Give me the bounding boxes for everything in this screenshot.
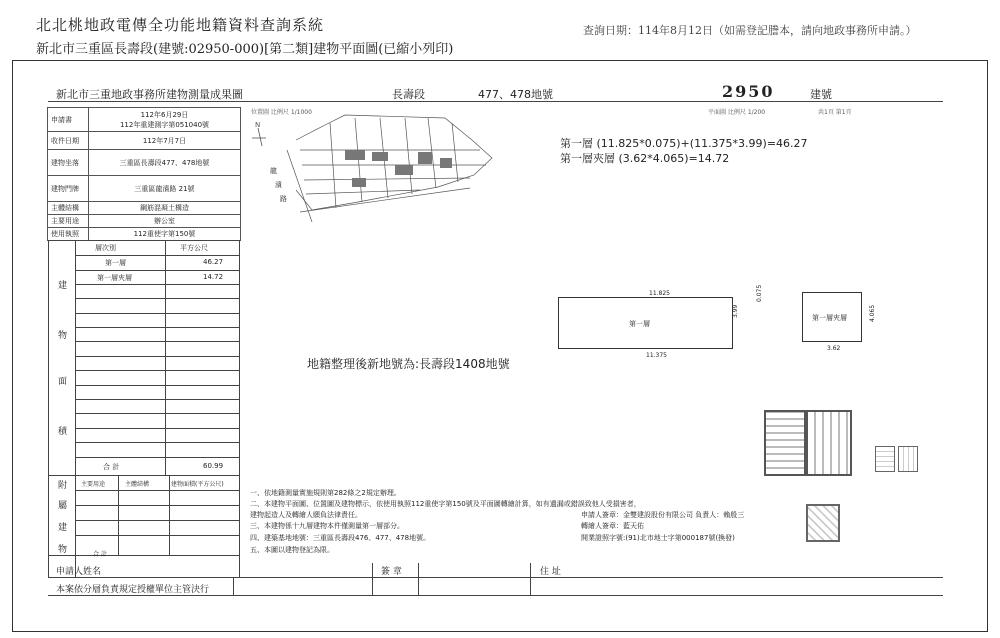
north-arrow-icon: N xyxy=(255,121,261,129)
info-value: 112重使字第150號 xyxy=(89,228,241,241)
company-seal-icon xyxy=(764,410,806,476)
road-char: 濱 xyxy=(275,181,282,189)
info-value: 辦公室 xyxy=(89,215,241,228)
area-total-label: 合 計 xyxy=(103,463,120,471)
address-label: 住 址 xyxy=(540,567,561,577)
area-floor-header: 層次別 xyxy=(95,244,116,252)
floor1-bottom-dim: 11.375 xyxy=(646,352,667,359)
floor1-side-dim2: 0.075 xyxy=(756,284,763,302)
info-value: 112年7月7日 xyxy=(89,132,241,150)
seal-label: 簽 章 xyxy=(381,567,402,577)
floor1-side-dim: 3.99 xyxy=(732,304,739,318)
area-side-char: 積 xyxy=(58,427,68,437)
area-side-char: 面 xyxy=(58,377,68,387)
page-indicator: 共1頁 第1頁 xyxy=(818,109,852,116)
info-label: 主體結構 xyxy=(48,202,89,215)
info-label: 建物坐落 xyxy=(48,150,89,176)
info-label: 收件日期 xyxy=(48,132,89,150)
floor1-top-dim: 11.825 xyxy=(649,290,670,297)
info-value: 三重區龍濱路 21號 xyxy=(89,176,241,202)
applicant-name-label: 申請人姓名 xyxy=(56,567,102,577)
annex-area-header: 建物面積(平方公尺) xyxy=(171,481,224,488)
plan-scale: 平面圖 比例尺 1/200 xyxy=(708,109,766,116)
mezzanine-label: 第一層夾層 xyxy=(812,314,847,322)
reviewer-seal-icon xyxy=(898,446,918,472)
annex-total-label: 合 計 xyxy=(93,551,107,558)
note-line: 建物起造人及轉繪人願負法律責任。 xyxy=(250,511,362,519)
query-date: 查詢日期：114年8月12日（如需登記謄本，請向地政事務所申請。） xyxy=(583,24,917,37)
reviewer-seal-icon xyxy=(875,446,895,472)
area-side-char: 物 xyxy=(58,331,68,341)
info-label: 建物門牌 xyxy=(48,176,89,202)
calc-floor1: 第一層 (11.825*0.075)+(11.375*3.99)=46.27 xyxy=(560,137,808,150)
license-number: 開業證照字號:(91)北市地士字第000187號(換發) xyxy=(581,534,735,542)
road-char: 路 xyxy=(280,195,287,203)
lot-number: 477、478地號 xyxy=(478,88,553,101)
road-char: 龍 xyxy=(270,167,277,175)
annex-side-char: 物 xyxy=(58,545,68,555)
company-seal-icon xyxy=(806,410,852,476)
area-side-char: 建 xyxy=(58,281,68,291)
info-label: 使用執照 xyxy=(48,228,89,241)
area-value-2: 14.72 xyxy=(203,273,224,281)
calc-mezzanine: 第一層夾層 (3.62*4.065)=14.72 xyxy=(560,152,730,165)
info-label: 申請書 xyxy=(48,108,89,132)
note-line: 五、本圖以建物登記為限。 xyxy=(250,546,334,554)
annex-struct-header: 主體結構 xyxy=(125,481,150,488)
annex-side-char: 附 xyxy=(58,481,68,491)
drafter-seal-icon xyxy=(806,504,840,542)
annex-use-header: 主要用途 xyxy=(81,481,106,488)
building-number-label: 建號 xyxy=(810,88,832,101)
annex-side-char: 屬 xyxy=(58,501,68,511)
applicant-signature: 申請人簽章：金雙建設股份有限公司 負責人：賴殷三 xyxy=(581,511,745,519)
info-value: 三重區長壽段477、478地號 xyxy=(89,150,241,176)
area-floor-2: 第一層夾層 xyxy=(97,274,132,282)
info-label: 主要用途 xyxy=(48,215,89,228)
note-line: 一、依地籍測量實施規則第282條之2規定辦理。 xyxy=(250,489,401,497)
office-title: 新北市三重地政事務所建物測量成果圖 xyxy=(56,88,243,101)
note-line: 二、本建物平面圖、位置圖及建物標示，依使用執照112重使字第150號及平面圖轉繪計算，如有遺漏或錯誤致他人受損害者， xyxy=(250,500,641,508)
note-line: 三、本建物係十九層建物本件僅測量第一層部分。 xyxy=(250,522,404,530)
note-line: 四、建築基地地號：三重區長壽段476、477、478地號。 xyxy=(250,534,431,542)
building-number: 2950 xyxy=(722,82,775,101)
section-name: 長壽段 xyxy=(392,88,425,101)
info-value: 112年6月29日 112年重建測字第051040號 xyxy=(89,108,241,132)
mezzanine-side-dim: 4.065 xyxy=(869,304,876,322)
system-title: 北北桃地政電傳全功能地籍資料查詢系統 xyxy=(36,16,325,34)
drafter-signature: 轉繪人簽章：藍天佑 xyxy=(581,522,644,530)
info-value: 鋼筋混凝土構造 xyxy=(89,202,241,215)
mezzanine-bottom-dim: 3.62 xyxy=(827,345,841,352)
area-floor-1: 第一層 xyxy=(105,259,126,267)
area-value-1: 46.27 xyxy=(203,258,224,266)
renumber-note: 地籍整理後新地號為:長壽段1408地號 xyxy=(307,357,510,371)
annex-side-char: 建 xyxy=(58,523,68,533)
area-total-value: 60.99 xyxy=(203,462,224,470)
area-unit-header: 平方公尺 xyxy=(180,244,208,252)
floor1-label: 第一層 xyxy=(629,320,650,328)
document-subtitle: 新北市三重區長壽段(建號:02950-000)[第二類]建物平面圖(已縮小列印) xyxy=(36,42,454,57)
location-scale: 位置圖 比例尺 1/1000 xyxy=(251,109,312,116)
authorization-note: 本案依分層負責規定授權單位主管決行 xyxy=(56,585,210,595)
